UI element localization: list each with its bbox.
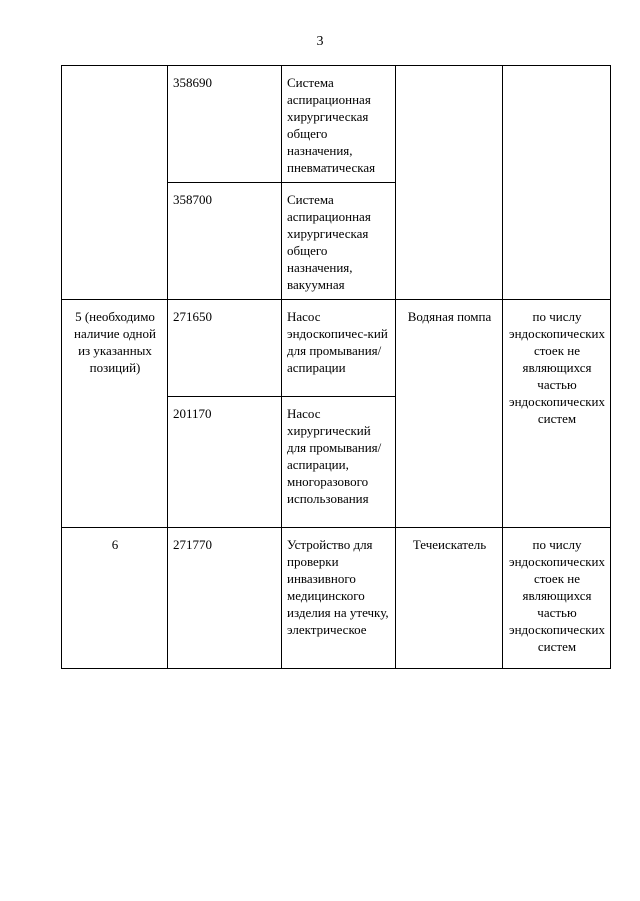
page-number: 3 — [316, 34, 324, 49]
code-cell: 271650 — [168, 300, 282, 397]
table-row — [62, 66, 611, 183]
quantity-cell — [503, 66, 611, 300]
name-cell: Насос хирургический для промывания/ аспирации, многоразового использования — [282, 397, 396, 528]
quantity-cell: по числу эндоскопических стоек не являющихся частью эндоскопических систем — [503, 300, 611, 528]
equipment-cell: Водяная помпа — [396, 300, 503, 528]
name-cell: Насос эндоскопичес-кий для промывания/ аспирации — [282, 300, 396, 397]
quantity-cell: по числу эндоскопических стоек не являющихся частью эндоскопических систем — [503, 528, 611, 669]
table-row — [62, 528, 611, 669]
row-number-cell: 6 — [62, 528, 168, 669]
code-cell: 201170 — [168, 397, 282, 528]
name-cell: Устройство для проверки инвазивного медицинского изделия на утечку, электрическое — [282, 528, 396, 669]
name-cell: Система аспирационная хирургическая общего назначения, пневматическая — [282, 66, 396, 183]
row-number-cell: 5 (необходимо наличие одной из указанных позиций) — [62, 300, 168, 528]
table-row — [62, 300, 611, 397]
code-cell: 271770 — [168, 528, 282, 669]
equipment-cell: Течеискатель — [396, 528, 503, 669]
code-cell: 358690 — [168, 66, 282, 183]
equipment-cell — [396, 66, 503, 300]
equipment-table — [61, 65, 611, 669]
row-number-cell — [62, 66, 168, 300]
code-cell: 358700 — [168, 183, 282, 300]
name-cell: Система аспирационная хирургическая общего назначения, вакуумная — [282, 183, 396, 300]
